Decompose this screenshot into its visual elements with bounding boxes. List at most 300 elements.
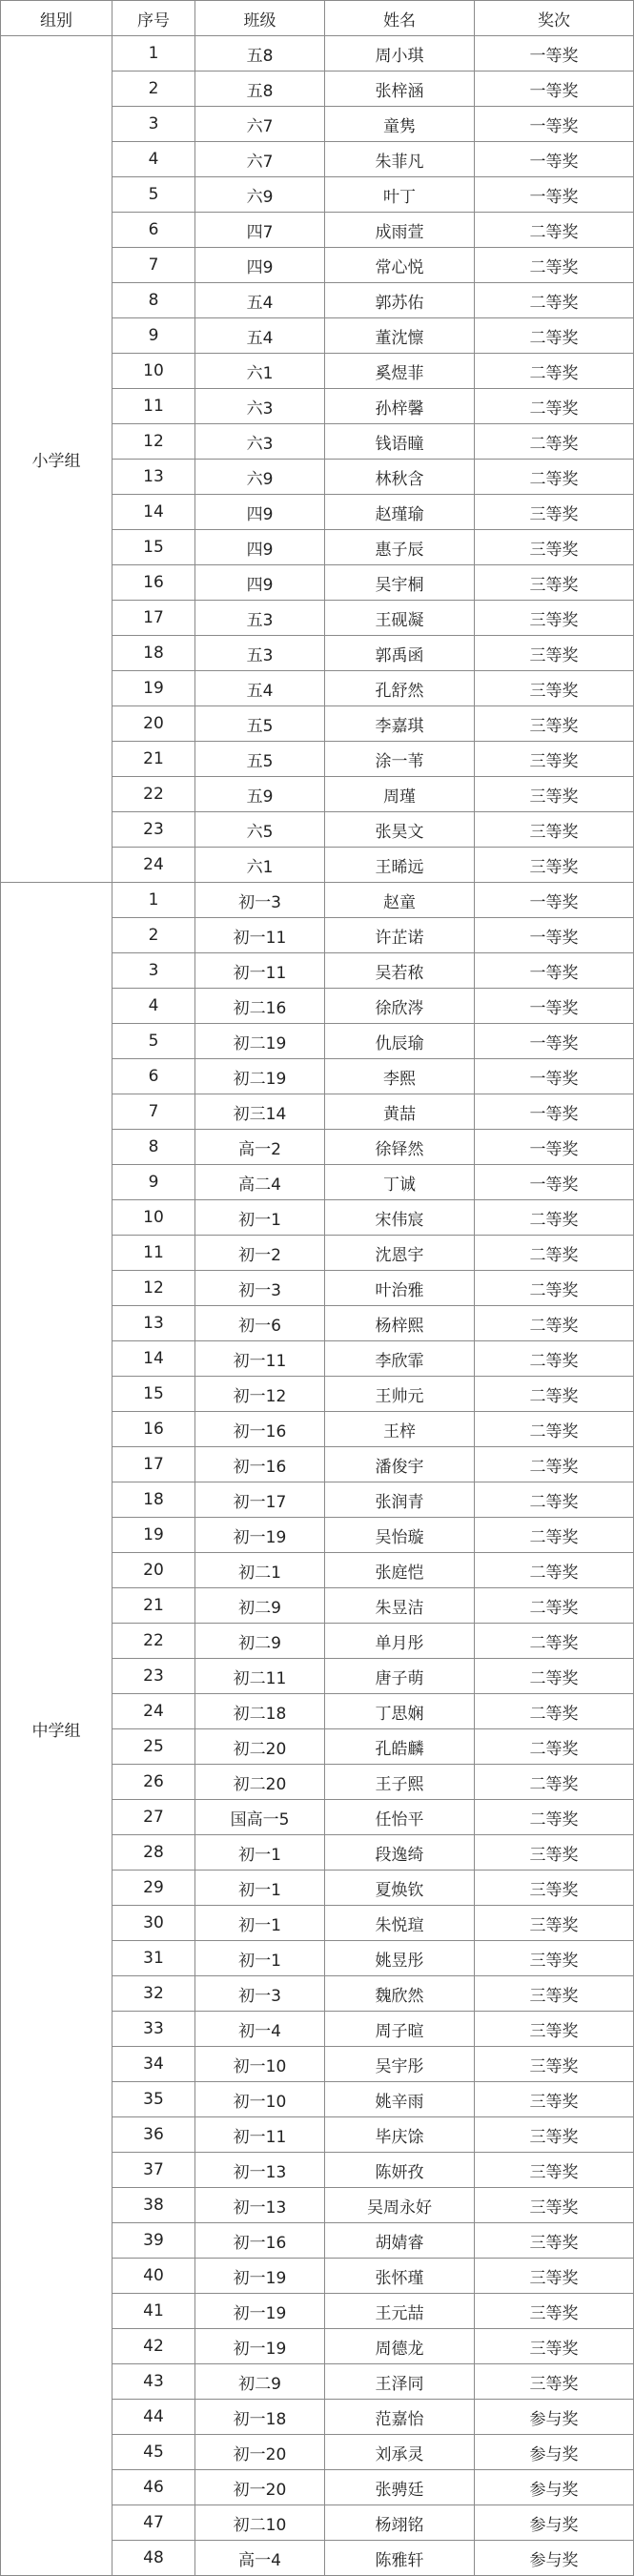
- cell-name: 孔舒然: [325, 671, 475, 706]
- cell-name: 成雨萱: [325, 213, 475, 248]
- cell-number: 10: [112, 1200, 195, 1236]
- cell-number: 11: [112, 1236, 195, 1271]
- cell-number: 40: [112, 2259, 195, 2294]
- cell-award: 二等奖: [475, 1800, 634, 1835]
- cell-class: 初一19: [195, 2294, 325, 2329]
- cell-number: 4: [112, 142, 195, 177]
- cell-number: 37: [112, 2153, 195, 2188]
- cell-number: 8: [112, 283, 195, 318]
- cell-name: 李嘉琪: [325, 706, 475, 742]
- cell-number: 21: [112, 742, 195, 777]
- cell-number: 31: [112, 1941, 195, 1976]
- cell-number: 38: [112, 2188, 195, 2223]
- cell-class: 初一1: [195, 1941, 325, 1976]
- cell-award: 三等奖: [475, 530, 634, 565]
- cell-award: 二等奖: [475, 1482, 634, 1518]
- cell-class: 六9: [195, 177, 325, 213]
- cell-award: 三等奖: [475, 671, 634, 706]
- cell-number: 46: [112, 2470, 195, 2505]
- cell-number: 20: [112, 1553, 195, 1588]
- cell-award: 二等奖: [475, 1306, 634, 1341]
- cell-class: 初一20: [195, 2470, 325, 2505]
- cell-class: 五8: [195, 72, 325, 107]
- cell-award: 一等奖: [475, 36, 634, 72]
- cell-award: 二等奖: [475, 389, 634, 424]
- cell-number: 9: [112, 318, 195, 354]
- cell-number: 21: [112, 1588, 195, 1624]
- cell-award: 三等奖: [475, 2223, 634, 2259]
- cell-award: 二等奖: [475, 424, 634, 460]
- cell-number: 11: [112, 389, 195, 424]
- cell-name: 夏焕钦: [325, 1871, 475, 1906]
- cell-name: 陈雅轩: [325, 2541, 475, 2576]
- cell-name: 赵瑾瑜: [325, 495, 475, 530]
- cell-class: 初二9: [195, 2364, 325, 2400]
- cell-number: 5: [112, 1024, 195, 1059]
- cell-award: 二等奖: [475, 1729, 634, 1765]
- cell-number: 1: [112, 883, 195, 918]
- cell-class: 五8: [195, 36, 325, 72]
- cell-number: 16: [112, 1412, 195, 1447]
- cell-name: 姚辛雨: [325, 2082, 475, 2117]
- cell-name: 常心悦: [325, 248, 475, 283]
- cell-award: 二等奖: [475, 1200, 634, 1236]
- cell-number: 23: [112, 812, 195, 848]
- table-body: [1, 36, 634, 2576]
- cell-number: 45: [112, 2435, 195, 2470]
- cell-number: 33: [112, 2012, 195, 2047]
- cell-number: 17: [112, 601, 195, 636]
- cell-name: 林秋含: [325, 460, 475, 495]
- cell-class: 五3: [195, 636, 325, 671]
- cell-class: 初一6: [195, 1306, 325, 1341]
- cell-name: 王子熙: [325, 1765, 475, 1800]
- cell-name: 张庭恺: [325, 1553, 475, 1588]
- cell-award: 三等奖: [475, 2259, 634, 2294]
- cell-name: 朱悦瑄: [325, 1906, 475, 1941]
- cell-class: 五3: [195, 601, 325, 636]
- cell-name: 范嘉怡: [325, 2400, 475, 2435]
- cell-name: 王砚凝: [325, 601, 475, 636]
- cell-number: 36: [112, 2117, 195, 2153]
- cell-number: 13: [112, 1306, 195, 1341]
- cell-class: 初一19: [195, 2259, 325, 2294]
- cell-number: 22: [112, 1624, 195, 1659]
- cell-award: 二等奖: [475, 1588, 634, 1624]
- cell-award: 二等奖: [475, 1271, 634, 1306]
- cell-award: 一等奖: [475, 142, 634, 177]
- cell-number: 41: [112, 2294, 195, 2329]
- cell-award: 三等奖: [475, 2082, 634, 2117]
- cell-award: 二等奖: [475, 1236, 634, 1271]
- cell-name: 唐子萌: [325, 1659, 475, 1694]
- cell-class: 五4: [195, 318, 325, 354]
- cell-award: 二等奖: [475, 1341, 634, 1377]
- cell-class: 六3: [195, 389, 325, 424]
- cell-class: 四9: [195, 248, 325, 283]
- header-row: [1, 1, 634, 36]
- cell-class: 初二20: [195, 1765, 325, 1800]
- cell-class: 初一10: [195, 2082, 325, 2117]
- cell-class: 初一1: [195, 1871, 325, 1906]
- cell-award: 二等奖: [475, 1553, 634, 1588]
- cell-name: 徐欣涔: [325, 989, 475, 1024]
- cell-class: 初二9: [195, 1624, 325, 1659]
- cell-class: 初一11: [195, 918, 325, 953]
- cell-class: 四9: [195, 530, 325, 565]
- cell-class: 初一16: [195, 1447, 325, 1482]
- cell-name: 周瑾: [325, 777, 475, 812]
- cell-award: 二等奖: [475, 213, 634, 248]
- cell-name: 陈妍孜: [325, 2153, 475, 2188]
- cell-award: 一等奖: [475, 1059, 634, 1094]
- cell-award: 一等奖: [475, 107, 634, 142]
- cell-name: 张怀瑾: [325, 2259, 475, 2294]
- cell-award: 参与奖: [475, 2505, 634, 2541]
- cell-award: 参与奖: [475, 2470, 634, 2505]
- cell-number: 24: [112, 1694, 195, 1729]
- cell-award: 三等奖: [475, 848, 634, 883]
- cell-number: 22: [112, 777, 195, 812]
- cell-name: 奚煜菲: [325, 354, 475, 389]
- cell-class: 初二18: [195, 1694, 325, 1729]
- cell-class: 初二11: [195, 1659, 325, 1694]
- cell-award: 一等奖: [475, 1130, 634, 1165]
- cell-name: 王帅元: [325, 1377, 475, 1412]
- table-row: [1, 36, 634, 72]
- cell-name: 徐铎然: [325, 1130, 475, 1165]
- cell-class: 四9: [195, 565, 325, 601]
- cell-name: 吴宇桐: [325, 565, 475, 601]
- cell-name: 潘俊宇: [325, 1447, 475, 1482]
- cell-number: 4: [112, 989, 195, 1024]
- cell-number: 48: [112, 2541, 195, 2576]
- cell-name: 刘承灵: [325, 2435, 475, 2470]
- cell-name: 单月彤: [325, 1624, 475, 1659]
- cell-award: 参与奖: [475, 2541, 634, 2576]
- cell-award: 二等奖: [475, 1518, 634, 1553]
- cell-class: 初三14: [195, 1094, 325, 1130]
- cell-number: 15: [112, 1377, 195, 1412]
- cell-name: 丁思娴: [325, 1694, 475, 1729]
- cell-number: 23: [112, 1659, 195, 1694]
- cell-award: 三等奖: [475, 2012, 634, 2047]
- cell-class: 五5: [195, 742, 325, 777]
- cell-number: 39: [112, 2223, 195, 2259]
- cell-name: 吴若秾: [325, 953, 475, 989]
- cell-name: 任怡平: [325, 1800, 475, 1835]
- cell-name: 叶丁: [325, 177, 475, 213]
- cell-award: 三等奖: [475, 777, 634, 812]
- cell-class: 初一2: [195, 1236, 325, 1271]
- cell-number: 6: [112, 213, 195, 248]
- cell-name: 丁诚: [325, 1165, 475, 1200]
- cell-name: 叶治雅: [325, 1271, 475, 1306]
- cell-name: 李欣霏: [325, 1341, 475, 1377]
- cell-number: 2: [112, 918, 195, 953]
- cell-award: 二等奖: [475, 1765, 634, 1800]
- cell-number: 25: [112, 1729, 195, 1765]
- cell-award: 一等奖: [475, 1165, 634, 1200]
- header-name: 姓名: [325, 1, 475, 36]
- cell-number: 19: [112, 671, 195, 706]
- cell-award: 一等奖: [475, 177, 634, 213]
- cell-class: 初一19: [195, 2329, 325, 2364]
- cell-class: 高二4: [195, 1165, 325, 1200]
- cell-class: 初一3: [195, 1976, 325, 2012]
- cell-award: 三等奖: [475, 636, 634, 671]
- cell-class: 五4: [195, 671, 325, 706]
- cell-number: 13: [112, 460, 195, 495]
- cell-number: 5: [112, 177, 195, 213]
- cell-name: 周小琪: [325, 36, 475, 72]
- cell-number: 29: [112, 1871, 195, 1906]
- cell-name: 董沈懔: [325, 318, 475, 354]
- cell-number: 15: [112, 530, 195, 565]
- cell-class: 五9: [195, 777, 325, 812]
- cell-award: 三等奖: [475, 2329, 634, 2364]
- cell-number: 3: [112, 953, 195, 989]
- cell-name: 张骋廷: [325, 2470, 475, 2505]
- table-header: [1, 1, 634, 36]
- cell-award: 二等奖: [475, 354, 634, 389]
- cell-class: 六9: [195, 460, 325, 495]
- cell-class: 初二20: [195, 1729, 325, 1765]
- cell-number: 24: [112, 848, 195, 883]
- cell-name: 孔皓麟: [325, 1729, 475, 1765]
- cell-number: 27: [112, 1800, 195, 1835]
- cell-number: 42: [112, 2329, 195, 2364]
- cell-award: 三等奖: [475, 2294, 634, 2329]
- cell-number: 32: [112, 1976, 195, 2012]
- cell-award: 三等奖: [475, 1835, 634, 1871]
- cell-class: 初一13: [195, 2188, 325, 2223]
- cell-number: 14: [112, 495, 195, 530]
- cell-award: 一等奖: [475, 72, 634, 107]
- cell-number: 1: [112, 36, 195, 72]
- cell-name: 周德龙: [325, 2329, 475, 2364]
- cell-name: 沈恩宇: [325, 1236, 475, 1271]
- cell-class: 初一18: [195, 2400, 325, 2435]
- cell-number: 14: [112, 1341, 195, 1377]
- cell-award: 二等奖: [475, 1412, 634, 1447]
- cell-name: 吴怡璇: [325, 1518, 475, 1553]
- cell-award: 一等奖: [475, 883, 634, 918]
- cell-award: 三等奖: [475, 2188, 634, 2223]
- cell-number: 3: [112, 107, 195, 142]
- cell-award: 三等奖: [475, 495, 634, 530]
- cell-name: 段逸绮: [325, 1835, 475, 1871]
- cell-award: 二等奖: [475, 1447, 634, 1482]
- table-row: [1, 883, 634, 918]
- group-label: 小学组: [1, 36, 112, 883]
- cell-name: 毕庆馀: [325, 2117, 475, 2153]
- cell-class: 初二10: [195, 2505, 325, 2541]
- cell-award: 参与奖: [475, 2435, 634, 2470]
- cell-number: 7: [112, 1094, 195, 1130]
- cell-class: 初一1: [195, 1835, 325, 1871]
- cell-name: 仇辰瑜: [325, 1024, 475, 1059]
- cell-award: 三等奖: [475, 2153, 634, 2188]
- cell-class: 初一19: [195, 1518, 325, 1553]
- cell-class: 六5: [195, 812, 325, 848]
- cell-name: 郭禹函: [325, 636, 475, 671]
- cell-name: 涂一苇: [325, 742, 475, 777]
- cell-class: 初一4: [195, 2012, 325, 2047]
- group-label: 中学组: [1, 883, 112, 2576]
- cell-number: 18: [112, 1482, 195, 1518]
- cell-award: 二等奖: [475, 1694, 634, 1729]
- cell-class: 高一4: [195, 2541, 325, 2576]
- cell-class: 初二19: [195, 1024, 325, 1059]
- cell-number: 20: [112, 706, 195, 742]
- cell-class: 初一3: [195, 1271, 325, 1306]
- cell-award: 三等奖: [475, 565, 634, 601]
- cell-class: 五4: [195, 283, 325, 318]
- header-group: 组别: [1, 1, 112, 36]
- cell-name: 杨翊铭: [325, 2505, 475, 2541]
- cell-class: 高一2: [195, 1130, 325, 1165]
- cell-class: 初一10: [195, 2047, 325, 2082]
- cell-name: 钱语瞳: [325, 424, 475, 460]
- cell-name: 赵童: [325, 883, 475, 918]
- cell-number: 10: [112, 354, 195, 389]
- cell-number: 7: [112, 248, 195, 283]
- cell-name: 吴周永好: [325, 2188, 475, 2223]
- cell-class: 初一1: [195, 1200, 325, 1236]
- cell-award: 三等奖: [475, 812, 634, 848]
- cell-award: 二等奖: [475, 1624, 634, 1659]
- cell-class: 初一16: [195, 2223, 325, 2259]
- cell-name: 魏欣然: [325, 1976, 475, 2012]
- cell-number: 16: [112, 565, 195, 601]
- cell-class: 六1: [195, 848, 325, 883]
- cell-award: 三等奖: [475, 601, 634, 636]
- cell-award: 一等奖: [475, 953, 634, 989]
- cell-award: 二等奖: [475, 1659, 634, 1694]
- cell-number: 18: [112, 636, 195, 671]
- cell-award: 三等奖: [475, 2117, 634, 2153]
- cell-number: 35: [112, 2082, 195, 2117]
- cell-number: 43: [112, 2364, 195, 2400]
- cell-class: 初一1: [195, 1906, 325, 1941]
- cell-award: 三等奖: [475, 1906, 634, 1941]
- cell-number: 12: [112, 1271, 195, 1306]
- cell-class: 初一17: [195, 1482, 325, 1518]
- cell-number: 17: [112, 1447, 195, 1482]
- cell-name: 张昊文: [325, 812, 475, 848]
- cell-name: 王梓: [325, 1412, 475, 1447]
- cell-number: 2: [112, 72, 195, 107]
- cell-number: 44: [112, 2400, 195, 2435]
- cell-class: 六7: [195, 142, 325, 177]
- cell-number: 6: [112, 1059, 195, 1094]
- cell-award: 二等奖: [475, 318, 634, 354]
- cell-name: 惠子辰: [325, 530, 475, 565]
- cell-class: 初一11: [195, 953, 325, 989]
- cell-name: 郭苏佑: [325, 283, 475, 318]
- header-award: 奖次: [475, 1, 634, 36]
- cell-class: 初一20: [195, 2435, 325, 2470]
- cell-number: 26: [112, 1765, 195, 1800]
- cell-award: 一等奖: [475, 989, 634, 1024]
- cell-number: 47: [112, 2505, 195, 2541]
- cell-award: 二等奖: [475, 460, 634, 495]
- cell-class: 四7: [195, 213, 325, 248]
- cell-award: 一等奖: [475, 1024, 634, 1059]
- cell-class: 初二16: [195, 989, 325, 1024]
- cell-class: 初二19: [195, 1059, 325, 1094]
- cell-name: 胡婧睿: [325, 2223, 475, 2259]
- cell-number: 8: [112, 1130, 195, 1165]
- cell-number: 12: [112, 424, 195, 460]
- cell-class: 初一11: [195, 1341, 325, 1377]
- cell-number: 30: [112, 1906, 195, 1941]
- cell-name: 张润青: [325, 1482, 475, 1518]
- cell-class: 六7: [195, 107, 325, 142]
- cell-name: 张梓涵: [325, 72, 475, 107]
- cell-name: 宋伟宸: [325, 1200, 475, 1236]
- cell-name: 周子暄: [325, 2012, 475, 2047]
- cell-award: 三等奖: [475, 1871, 634, 1906]
- cell-name: 吴宇彤: [325, 2047, 475, 2082]
- cell-award: 三等奖: [475, 1941, 634, 1976]
- cell-number: 19: [112, 1518, 195, 1553]
- cell-name: 王元喆: [325, 2294, 475, 2329]
- cell-award: 参与奖: [475, 2400, 634, 2435]
- cell-class: 初一12: [195, 1377, 325, 1412]
- cell-award: 三等奖: [475, 2364, 634, 2400]
- cell-award: 三等奖: [475, 2047, 634, 2082]
- cell-class: 四9: [195, 495, 325, 530]
- cell-class: 初二1: [195, 1553, 325, 1588]
- cell-class: 六3: [195, 424, 325, 460]
- cell-class: 初一11: [195, 2117, 325, 2153]
- cell-name: 王泽同: [325, 2364, 475, 2400]
- cell-class: 五5: [195, 706, 325, 742]
- cell-award: 三等奖: [475, 1976, 634, 2012]
- cell-award: 一等奖: [475, 918, 634, 953]
- cell-name: 孙梓馨: [325, 389, 475, 424]
- cell-award: 二等奖: [475, 1377, 634, 1412]
- cell-class: 初一16: [195, 1412, 325, 1447]
- cell-number: 34: [112, 2047, 195, 2082]
- cell-number: 9: [112, 1165, 195, 1200]
- cell-class: 初二9: [195, 1588, 325, 1624]
- header-number: 序号: [112, 1, 195, 36]
- cell-name: 朱昱洁: [325, 1588, 475, 1624]
- cell-award: 三等奖: [475, 742, 634, 777]
- cell-award: 二等奖: [475, 248, 634, 283]
- cell-name: 许芷诺: [325, 918, 475, 953]
- cell-name: 朱菲凡: [325, 142, 475, 177]
- cell-name: 王晞远: [325, 848, 475, 883]
- cell-name: 李熙: [325, 1059, 475, 1094]
- cell-class: 国高一5: [195, 1800, 325, 1835]
- header-class: 班级: [195, 1, 325, 36]
- cell-name: 姚昱彤: [325, 1941, 475, 1976]
- cell-name: 杨梓熙: [325, 1306, 475, 1341]
- cell-award: 二等奖: [475, 283, 634, 318]
- cell-number: 28: [112, 1835, 195, 1871]
- cell-name: 童隽: [325, 107, 475, 142]
- cell-award: 一等奖: [475, 1094, 634, 1130]
- cell-class: 初一13: [195, 2153, 325, 2188]
- cell-class: 六1: [195, 354, 325, 389]
- cell-class: 初一3: [195, 883, 325, 918]
- cell-name: 黄喆: [325, 1094, 475, 1130]
- cell-award: 三等奖: [475, 706, 634, 742]
